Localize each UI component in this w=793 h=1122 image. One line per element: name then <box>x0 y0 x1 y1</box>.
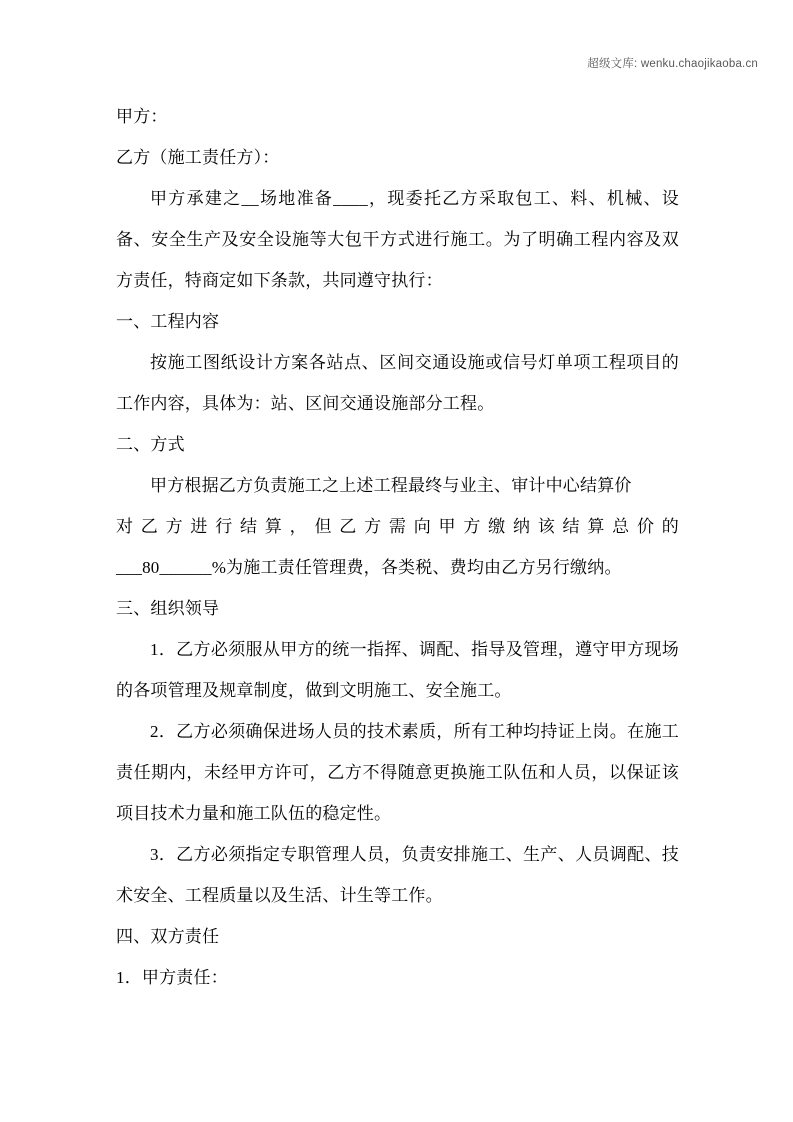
paragraph-section-2-line-3: ___80______%为施工责任管理费，各类税、费均由乙方另行缴纳。 <box>116 558 622 577</box>
paragraph-item-3-3: 3．乙方必须指定专职管理人员，负责安排施工、生产、人员调配、技术安全、工程质量以及生活、计生等工作。 <box>116 845 679 905</box>
paragraph-item-3-1: 1．乙方必须服从甲方的统一指挥、调配、指导及管理，遵守甲方现场的各项管理及规章制度，做到文明施工、安全施工。 <box>116 640 679 700</box>
paragraph-item-4-1: 1．甲方责任： <box>116 968 228 987</box>
paragraph-section-1-body: 按施工图纸设计方案各站点、区间交通设施或信号灯单项工程项目的工作内容，具体为：站、区间交通设施部分工程。 <box>116 353 679 413</box>
paragraph-preamble: 甲方承建之__场地准备____，现委托乙方采取包工、料、机械、设备、安全生产及安全设施等大包干方式进行施工。为了明确工程内容及双方责任，特商定如下条款，共同遵守执行： <box>116 189 679 290</box>
paragraph-section-2-line-1: 甲方根据乙方负责施工之上述工程最终与业主、审计中心结算价 <box>150 476 632 495</box>
paragraph-party-a: 甲方： <box>116 107 168 126</box>
heading-section-4: 四、双方责任 <box>116 927 220 946</box>
paragraph-party-b: 乙方（施工责任方）： <box>116 148 280 167</box>
paragraph-item-3-2: 2．乙方必须确保进场人员的技术素质，所有工种均持证上岗。在施工责任期内，未经甲方许可，乙方不得随意更换施工队伍和人员，以保证该项目技术力量和施工队伍的稳定性。 <box>116 722 679 823</box>
document-body <box>116 96 679 998</box>
heading-section-1: 一、工程内容 <box>116 312 220 331</box>
watermark-text: 超级文库: wenku.chaojikaoba.cn <box>587 58 758 70</box>
paragraph-section-2-line-2: 对乙方进行结算，但乙方需向甲方缴纳该结算总价的 <box>116 517 679 536</box>
heading-section-2: 二、方式 <box>116 435 185 454</box>
heading-section-3: 三、组织领导 <box>116 599 220 618</box>
